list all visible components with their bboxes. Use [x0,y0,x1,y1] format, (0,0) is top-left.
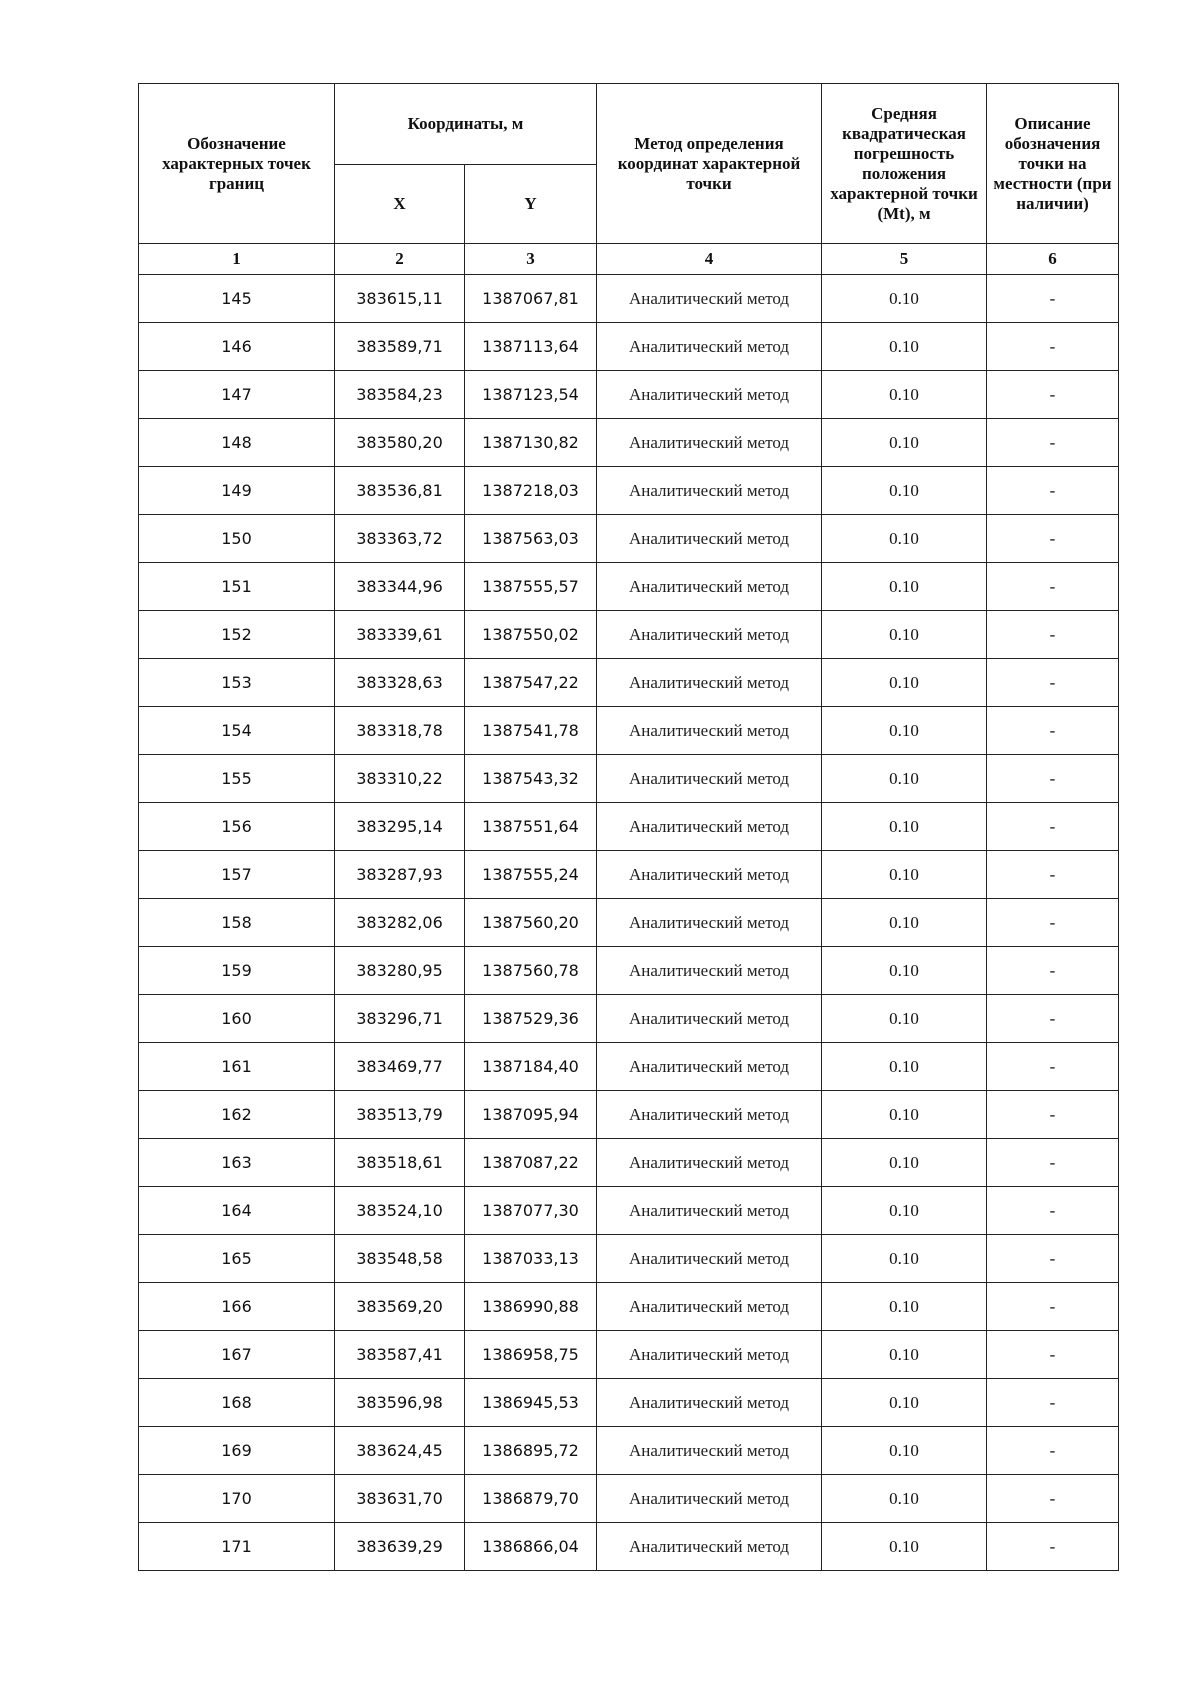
column-number: 1 [139,244,335,275]
y-coordinate-cell: 1387543,32 [465,755,597,803]
table-row [139,1139,1119,1187]
coordinates-table-sheet [138,83,1118,1571]
x-coordinate-cell: 383518,61 [335,1139,465,1187]
x-coordinate-cell: 383615,11 [335,275,465,323]
y-coordinate-cell: 1386958,75 [465,1331,597,1379]
mt-cell: 0.10 [822,851,987,899]
description-cell: - [987,1475,1119,1523]
description-cell: - [987,1139,1119,1187]
mt-cell: 0.10 [822,1235,987,1283]
x-coordinate-cell: 383587,41 [335,1331,465,1379]
y-coordinate-cell: 1386879,70 [465,1475,597,1523]
description-cell: - [987,515,1119,563]
mt-cell: 0.10 [822,323,987,371]
point-id-cell: 147 [139,371,335,419]
point-id-cell: 166 [139,1283,335,1331]
description-cell: - [987,1043,1119,1091]
x-coordinate-cell: 383295,14 [335,803,465,851]
x-coordinate-cell: 383536,81 [335,467,465,515]
point-id-cell: 150 [139,515,335,563]
header-y: Y [465,165,597,244]
y-coordinate-cell: 1387033,13 [465,1235,597,1283]
description-cell: - [987,467,1119,515]
y-coordinate-cell: 1387067,81 [465,275,597,323]
column-number: 4 [597,244,822,275]
table-row [139,1091,1119,1139]
description-cell: - [987,1091,1119,1139]
point-id-cell: 153 [139,659,335,707]
y-coordinate-cell: 1387555,57 [465,563,597,611]
point-id-cell: 163 [139,1139,335,1187]
description-cell: - [987,659,1119,707]
table-row [139,467,1119,515]
y-coordinate-cell: 1387123,54 [465,371,597,419]
mt-cell: 0.10 [822,995,987,1043]
table-row [139,1379,1119,1427]
x-coordinate-cell: 383596,98 [335,1379,465,1427]
table-row [139,1187,1119,1235]
x-coordinate-cell: 383328,63 [335,659,465,707]
point-id-cell: 168 [139,1379,335,1427]
method-cell: Аналитический метод [597,1331,822,1379]
x-coordinate-cell: 383580,20 [335,419,465,467]
description-cell: - [987,899,1119,947]
x-coordinate-cell: 383469,77 [335,1043,465,1091]
method-cell: Аналитический метод [597,1187,822,1235]
table-row [139,515,1119,563]
header-x: X [335,165,465,244]
y-coordinate-cell: 1387551,64 [465,803,597,851]
x-coordinate-cell: 383282,06 [335,899,465,947]
mt-cell: 0.10 [822,707,987,755]
mt-cell: 0.10 [822,1331,987,1379]
table-row [139,611,1119,659]
point-id-cell: 155 [139,755,335,803]
point-id-cell: 170 [139,1475,335,1523]
y-coordinate-cell: 1387555,24 [465,851,597,899]
table-row [139,323,1119,371]
method-cell: Аналитический метод [597,707,822,755]
point-id-cell: 171 [139,1523,335,1571]
y-coordinate-cell: 1386895,72 [465,1427,597,1475]
table-row [139,947,1119,995]
column-number: 5 [822,244,987,275]
description-cell: - [987,1283,1119,1331]
method-cell: Аналитический метод [597,1379,822,1427]
header-description: Описание обозначения точки на местности (при наличии) [987,84,1119,244]
table-row [139,1523,1119,1571]
table-row [139,803,1119,851]
x-coordinate-cell: 383584,23 [335,371,465,419]
method-cell: Аналитический метод [597,1523,822,1571]
method-cell: Аналитический метод [597,515,822,563]
description-cell: - [987,1235,1119,1283]
description-cell: - [987,1379,1119,1427]
description-cell: - [987,371,1119,419]
x-coordinate-cell: 383296,71 [335,995,465,1043]
mt-cell: 0.10 [822,1475,987,1523]
x-coordinate-cell: 383318,78 [335,707,465,755]
point-id-cell: 152 [139,611,335,659]
y-coordinate-cell: 1387560,78 [465,947,597,995]
method-cell: Аналитический метод [597,803,822,851]
table-row [139,851,1119,899]
description-cell: - [987,323,1119,371]
table-row [139,899,1119,947]
method-cell: Аналитический метод [597,1091,822,1139]
point-id-cell: 160 [139,995,335,1043]
point-id-cell: 167 [139,1331,335,1379]
point-id-cell: 164 [139,1187,335,1235]
x-coordinate-cell: 383363,72 [335,515,465,563]
mt-cell: 0.10 [822,515,987,563]
point-id-cell: 169 [139,1427,335,1475]
method-cell: Аналитический метод [597,1427,822,1475]
method-cell: Аналитический метод [597,275,822,323]
y-coordinate-cell: 1387113,64 [465,323,597,371]
table-row [139,755,1119,803]
mt-cell: 0.10 [822,563,987,611]
y-coordinate-cell: 1387184,40 [465,1043,597,1091]
method-cell: Аналитический метод [597,755,822,803]
point-id-cell: 146 [139,323,335,371]
y-coordinate-cell: 1386945,53 [465,1379,597,1427]
y-coordinate-cell: 1387541,78 [465,707,597,755]
mt-cell: 0.10 [822,1139,987,1187]
x-coordinate-cell: 383624,45 [335,1427,465,1475]
mt-cell: 0.10 [822,1523,987,1571]
column-number: 2 [335,244,465,275]
y-coordinate-cell: 1387560,20 [465,899,597,947]
description-cell: - [987,419,1119,467]
point-id-cell: 162 [139,1091,335,1139]
y-coordinate-cell: 1387547,22 [465,659,597,707]
method-cell: Аналитический метод [597,563,822,611]
x-coordinate-cell: 383631,70 [335,1475,465,1523]
description-cell: - [987,707,1119,755]
method-cell: Аналитический метод [597,659,822,707]
y-coordinate-cell: 1387218,03 [465,467,597,515]
y-coordinate-cell: 1387529,36 [465,995,597,1043]
column-number: 3 [465,244,597,275]
method-cell: Аналитический метод [597,467,822,515]
mt-cell: 0.10 [822,1283,987,1331]
description-cell: - [987,803,1119,851]
y-coordinate-cell: 1386866,04 [465,1523,597,1571]
x-coordinate-cell: 383344,96 [335,563,465,611]
x-coordinate-cell: 383280,95 [335,947,465,995]
x-coordinate-cell: 383513,79 [335,1091,465,1139]
mt-cell: 0.10 [822,899,987,947]
x-coordinate-cell: 383548,58 [335,1235,465,1283]
mt-cell: 0.10 [822,1091,987,1139]
description-cell: - [987,611,1119,659]
point-id-cell: 145 [139,275,335,323]
method-cell: Аналитический метод [597,419,822,467]
y-coordinate-cell: 1387087,22 [465,1139,597,1187]
point-id-cell: 159 [139,947,335,995]
y-coordinate-cell: 1387563,03 [465,515,597,563]
column-numbers-row [139,244,1119,275]
table-row [139,1235,1119,1283]
method-cell: Аналитический метод [597,323,822,371]
mt-cell: 0.10 [822,275,987,323]
y-coordinate-cell: 1387077,30 [465,1187,597,1235]
y-coordinate-cell: 1387130,82 [465,419,597,467]
table-row [139,419,1119,467]
method-cell: Аналитический метод [597,1235,822,1283]
mt-cell: 0.10 [822,1043,987,1091]
x-coordinate-cell: 383287,93 [335,851,465,899]
point-id-cell: 158 [139,899,335,947]
table-row [139,563,1119,611]
point-id-cell: 156 [139,803,335,851]
y-coordinate-cell: 1387095,94 [465,1091,597,1139]
method-cell: Аналитический метод [597,899,822,947]
table-row [139,1475,1119,1523]
column-number: 6 [987,244,1119,275]
description-cell: - [987,563,1119,611]
description-cell: - [987,1187,1119,1235]
method-cell: Аналитический метод [597,851,822,899]
method-cell: Аналитический метод [597,947,822,995]
y-coordinate-cell: 1386990,88 [465,1283,597,1331]
method-cell: Аналитический метод [597,1139,822,1187]
mt-cell: 0.10 [822,659,987,707]
table-body [139,275,1119,1571]
mt-cell: 0.10 [822,611,987,659]
method-cell: Аналитический метод [597,611,822,659]
table-row [139,1043,1119,1091]
mt-cell: 0.10 [822,947,987,995]
point-id-cell: 165 [139,1235,335,1283]
mt-cell: 0.10 [822,1427,987,1475]
description-cell: - [987,275,1119,323]
method-cell: Аналитический метод [597,1283,822,1331]
coordinates-table [138,83,1119,1571]
mt-cell: 0.10 [822,1187,987,1235]
x-coordinate-cell: 383569,20 [335,1283,465,1331]
header-coordinates: Координаты, м [335,84,597,165]
description-cell: - [987,947,1119,995]
y-coordinate-cell: 1387550,02 [465,611,597,659]
table-row [139,995,1119,1043]
mt-cell: 0.10 [822,371,987,419]
table-row [139,1427,1119,1475]
x-coordinate-cell: 383589,71 [335,323,465,371]
mt-cell: 0.10 [822,755,987,803]
x-coordinate-cell: 383524,10 [335,1187,465,1235]
point-id-cell: 149 [139,467,335,515]
point-id-cell: 161 [139,1043,335,1091]
point-id-cell: 157 [139,851,335,899]
description-cell: - [987,995,1119,1043]
table-row [139,1283,1119,1331]
description-cell: - [987,755,1119,803]
point-id-cell: 151 [139,563,335,611]
x-coordinate-cell: 383639,29 [335,1523,465,1571]
table-row [139,275,1119,323]
point-id-cell: 148 [139,419,335,467]
description-cell: - [987,1523,1119,1571]
header-method: Метод определения координат характерной точки [597,84,822,244]
x-coordinate-cell: 383339,61 [335,611,465,659]
mt-cell: 0.10 [822,1379,987,1427]
description-cell: - [987,1427,1119,1475]
method-cell: Аналитический метод [597,371,822,419]
description-cell: - [987,851,1119,899]
method-cell: Аналитический метод [597,1475,822,1523]
method-cell: Аналитический метод [597,995,822,1043]
table-row [139,1331,1119,1379]
description-cell: - [987,1331,1119,1379]
header-point: Обозначение характерных точек границ [139,84,335,244]
method-cell: Аналитический метод [597,1043,822,1091]
header-mt: Средняя квадратическая погрешность положения характерной точки (Mt), м [822,84,987,244]
table-row [139,707,1119,755]
table-row [139,659,1119,707]
x-coordinate-cell: 383310,22 [335,755,465,803]
mt-cell: 0.10 [822,803,987,851]
mt-cell: 0.10 [822,419,987,467]
table-row [139,371,1119,419]
mt-cell: 0.10 [822,467,987,515]
point-id-cell: 154 [139,707,335,755]
